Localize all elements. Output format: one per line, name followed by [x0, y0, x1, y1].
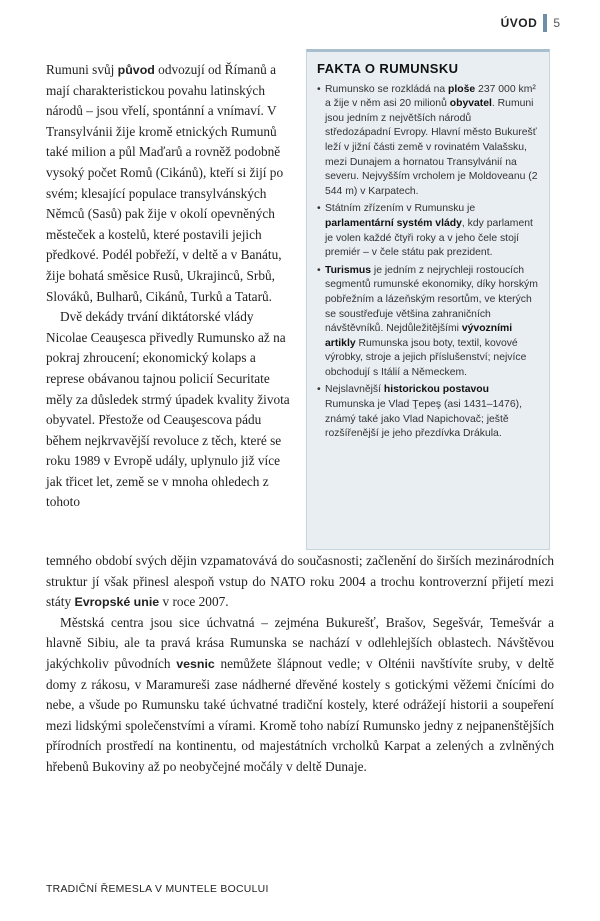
facts-box — [306, 49, 550, 550]
fact-keyword: historickou postavou — [383, 384, 489, 396]
paragraph-cities-villages: Městská centra jsou sice úchvatná – zejména Bukurešť, Brašov, Segešvár, Temešvár a hlavně Sibiu, ale ta pravá krása Rumunska se nachází v odlehlejších oblastech. Návštěvou jakýchkoliv původních vesnic nemůžete šlápnout vedle; v Olténii navštívíte sruby, v deltě domy z rákosu, v Maramureši zase nádherné dřevěné kostely s gotickými věžemi čnícími do nebe, a všude po Rumunsku také úchvatné tradiční kostely, které odrážejí historii a soupeření mezi lidskými společenstvími a vírami. Kromě toho nabízí Rumunsko jedny z nejpanenštějších přírodních prostředí na kontinentu, od majestátních vrcholků Karpat a zelených a zvlněných hřebenů Bukoviny až po neobyčejné močály v deltě Dunaje. — [46, 614, 555, 774]
paragraph-dictatorship-end: temného období svých dějin vzpamatovává do současnosti; začlenění do širších mezinárodních struktur jí však přinesl alespoň vstup do NATO roku 2004 a trochu kontroverzní přijetí mezi státy Evropské unie v roce 2007. — [46, 553, 554, 610]
page-number: 5 — [553, 16, 560, 30]
keyword: vesnic — [176, 656, 215, 671]
full-width-text — [46, 551, 554, 778]
fact-keyword: Turismus — [325, 264, 371, 276]
left-column-text — [46, 60, 292, 513]
paragraph-origins: Rumuni svůj původ odvozují od Římanů a mají charakteristickou povahu latinských národů – jsou vřelí, spontánní a vnímaví. V Transylvánii žije kromě etnických Rumunů také milion a půl Maďarů a rovněž podobně vysoký počet Romů (Cikánů), kteří si žijí po svém; klesající populace transylvánských Němců (Sasů) pak žije v okolí opevněných městeček a kostelů, které postavili jejich předkové. Podél pobřeží, v deltě a v Banátu, žije bohatá směsice Rusů, Ukrajinců, Srbů, Slováků, Bulharů, Cikánů, Turků a Tatarů. — [46, 62, 284, 304]
fact-keyword: obyvatel — [449, 98, 492, 110]
paragraph-dictatorship-start: Dvě dekády trvání diktátorské vlády Nicolae Ceauşesca přivedly Rumunsko až na pokraj zhroucení; ekonomický kolaps a represe obávanou tajnou policií Securitate měly za důsledek strmý úpadek kvality života obyvatel. Přestože od Ceauşescova pádu během nejkrvavější revoluce z těch, které se roku 1989 v Evropě udály, uplynulo již více jak třicet let, země se v mnoha ohledech z tohoto — [46, 309, 290, 510]
running-footer: TRADIČNÍ ŘEMESLA V MUNTELE BOCULUI — [46, 884, 269, 895]
fact-item-history: • Nejslavnější historickou postavou Rumunska je Vlad Ţepeş (asi 1431–1476), známý také jako Vlad Napichovač; ještě rozšířenější je jeho přezdívka Drákula. — [317, 383, 539, 441]
fact-keyword: vývozními artikly — [325, 323, 513, 349]
fact-keyword: parlamentární systém vlády — [325, 217, 462, 229]
fact-item-government: • Státním zřízením v Rumunsku je parlamentární systém vlády, kdy parlament je volen každé čtyři roky a v jeho čele stojí premiér – v čele státu pak prezident. — [317, 202, 539, 260]
facts-list — [317, 83, 539, 442]
header-accent-bar — [543, 14, 547, 32]
keyword: původ — [117, 63, 155, 77]
keyword: Evropské unie — [74, 595, 160, 610]
fact-item-geography: • Rumunsko se rozkládá na ploše 237 000 km² a žije v něm asi 20 milionů obyvatel. Rumuni jsou jedním z největších národů středozápadní Evropy. Hlavní město Bukurešť leží v jižní části země v rovinatém Valašsku, mezi Dunajem a hornatou Transylvánií na severu. Nejvyšším vrcholem je Moldoveanu (2 544 m) v Karpatech. — [317, 83, 539, 200]
running-header — [501, 14, 560, 32]
section-title: ÚVOD — [500, 16, 538, 30]
facts-box-title: FAKTA O RUMUNSKU — [317, 61, 459, 76]
fact-keyword: ploše — [448, 83, 476, 95]
fact-item-economy: • Turismus je jedním z nejrychleji rostoucích segmentů rumunské ekonomiky, díky horským pobřežním a lázeňským resortům, ve kterých se soustřeďuje většina zahraničních návštěvníků. Nejdůležitějšími vývozními artikly Rumunska jsou boty, textil, kovové výrobky, stroje a jejich příslušenství; nejvíce obchodují s Itálií a Německem. — [317, 264, 539, 381]
